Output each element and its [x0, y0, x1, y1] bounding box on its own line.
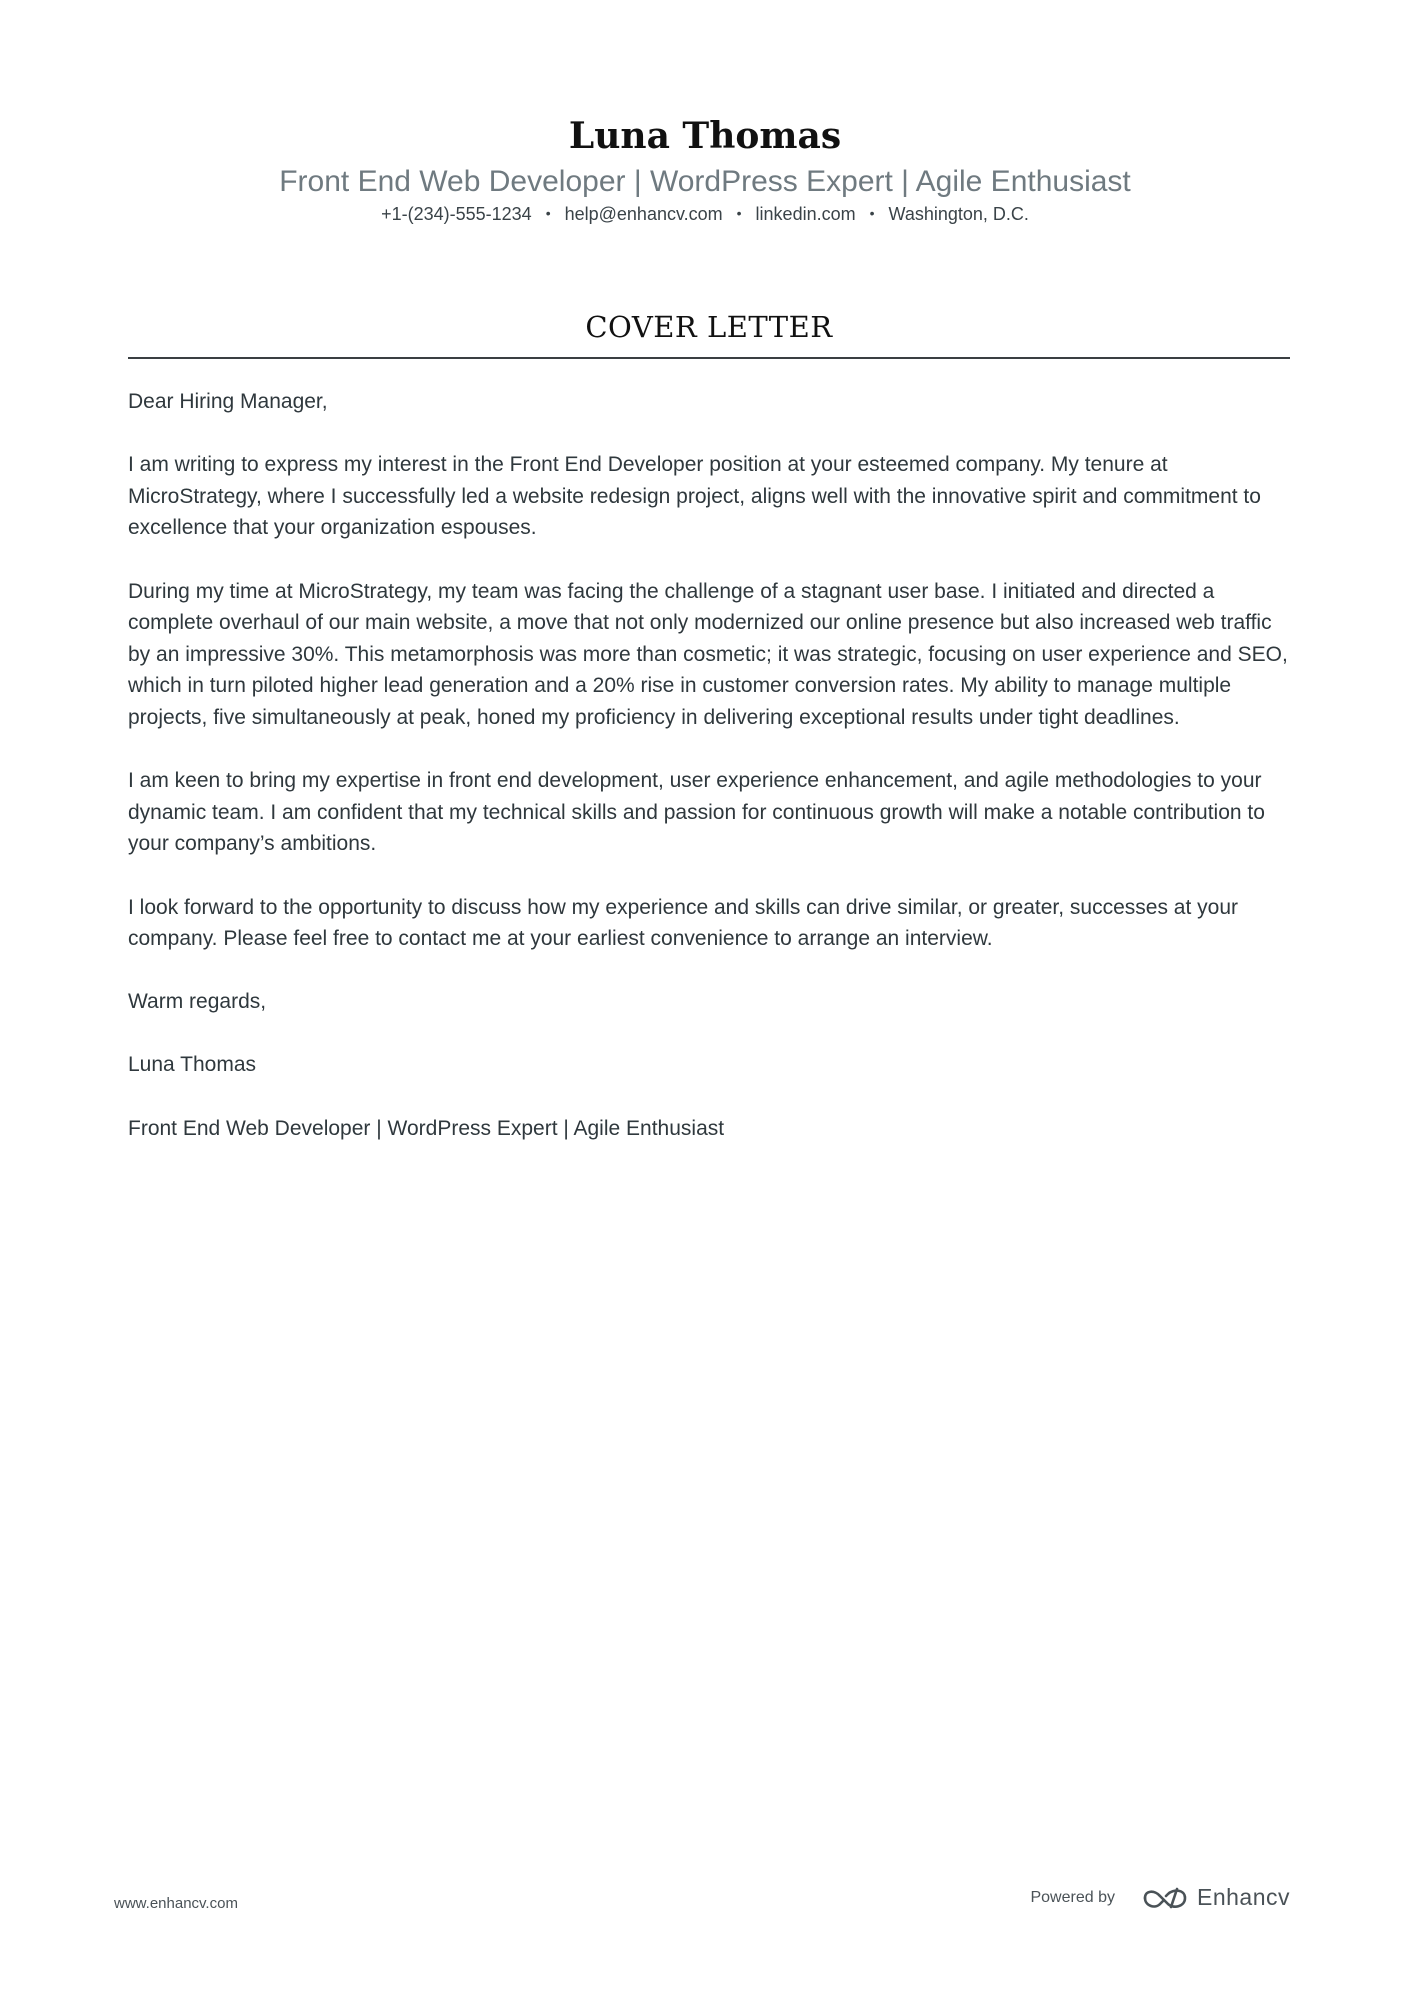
contact-location: Washington, D.C. [888, 204, 1029, 224]
powered-by-label: Powered by [1030, 1888, 1115, 1906]
letter-paragraph: I am writing to express my interest in the Front End Developer position at your esteemed company. My tenure at MicroStrategy, where I successfully led a website redesign project, aligns well with the innovative spirit and commitment to excellence that your organization espouses. [128, 453, 1261, 540]
candidate-headline: Front End Web Developer | WordPress Expert | Agile Enthusiast [279, 165, 1131, 198]
contact-email[interactable]: help@enhancv.com [564, 204, 723, 224]
letter-paragraph: I am keen to bring my expertise in front end development, user experience enhancement, and agile methodologies to your dynamic team. I am confident that my technical skills and passion for continuous growth will make a notable contribution to your company’s ambitions. [128, 769, 1265, 856]
header [0, 112, 1410, 226]
separator-dot: • [736, 205, 742, 221]
separator-dot: • [545, 205, 551, 221]
section-title: COVER LETTER [585, 310, 833, 344]
letter-closing: Warm regards, [128, 990, 267, 1014]
contact-phone: +1-(234)-555-1234 [381, 204, 532, 224]
letter-paragraph: I look forward to the opportunity to discuss how my experience and skills can drive similar, or greater, successes at your company. Please feel free to contact me at your earliest convenience to arrange an interview. [128, 895, 1239, 951]
enhancv-logo-icon [1141, 1884, 1290, 1911]
enhancv-logo-mark-icon [1141, 1885, 1189, 1911]
brand-name: Enhancv [1196, 1884, 1290, 1910]
letter-body [128, 386, 1290, 1176]
footer-website[interactable]: www.enhancv.com [114, 1895, 238, 1912]
candidate-name: Luna Thomas [568, 115, 842, 157]
signature-title: Front End Web Developer | WordPress Expert | Agile Enthusiast [128, 1116, 725, 1140]
letter-paragraph: During my time at MicroStrategy, my team was facing the challenge of a stagnant user base. I initiated and directed a complete overhaul of our main website, a move that not only modernized our online presence but also increased web traffic by an impressive 30%. This metamorphosis was more than cosmetic; it was strategic, focusing on user experience and SEO, which in turn piloted higher lead generation and a 20% rise in customer conversion rates. My ability to manage multiple projects, five simultaneously at peak, honed my proficiency in delivering exceptional results under tight deadlines. [128, 579, 1288, 729]
letter-greeting: Dear Hiring Manager, [128, 390, 328, 413]
separator-dot: • [869, 205, 875, 221]
footer-branding[interactable] [1030, 1884, 1290, 1911]
signature-name: Luna Thomas [128, 1053, 257, 1077]
contact-line [0, 201, 1410, 226]
contact-linkedin[interactable]: linkedin.com [755, 204, 856, 224]
section-divider [128, 357, 1290, 359]
